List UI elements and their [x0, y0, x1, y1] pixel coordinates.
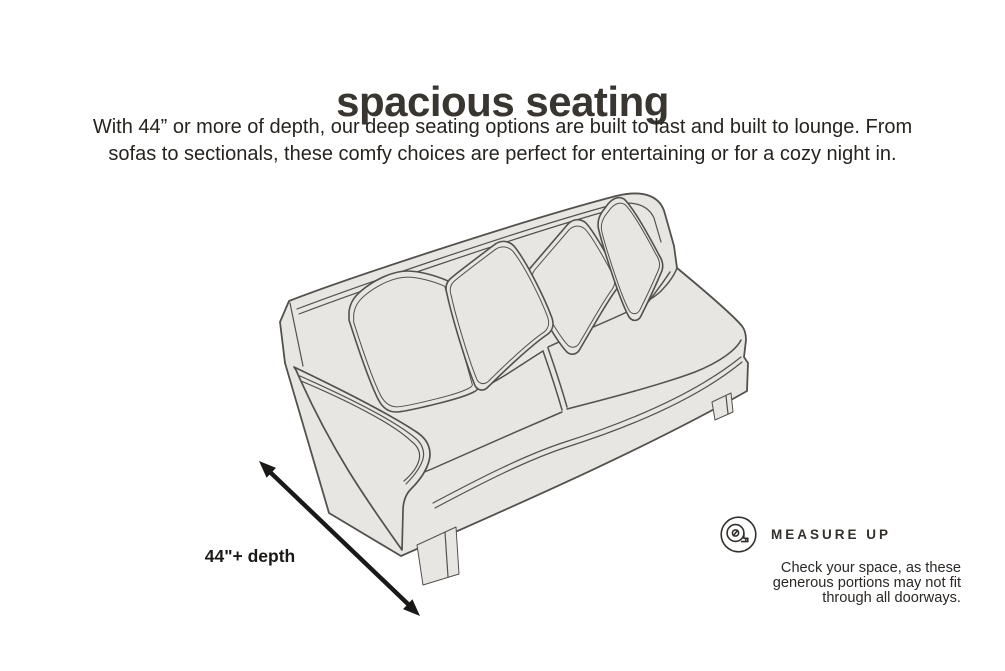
measure-up-block [701, 514, 961, 607]
depth-dimension-label: 44"+ depth [204, 546, 296, 566]
intro-line-1: With 44” or more of depth, our deep seating options are built to last and built to lounge. From [92, 116, 913, 138]
intro-text [0, 114, 1005, 168]
sofa-drawing [280, 193, 748, 585]
measure-note-line-1: Check your space, as these [780, 560, 961, 576]
measure-up-note [701, 561, 961, 607]
measure-note-line-2: generous portions may not fit [772, 575, 961, 592]
measure-note-line-3: through all doorways. [822, 590, 961, 607]
tape-measure-icon [718, 514, 759, 555]
intro-line-2: sofas to sectionals, these comfy choices are perfect for entertaining or for a cozy night in. [108, 143, 897, 165]
page-title: spacious seating [336, 78, 669, 126]
measure-up-title: MEASURE UP [771, 527, 892, 542]
sofa-illustration [240, 180, 760, 640]
